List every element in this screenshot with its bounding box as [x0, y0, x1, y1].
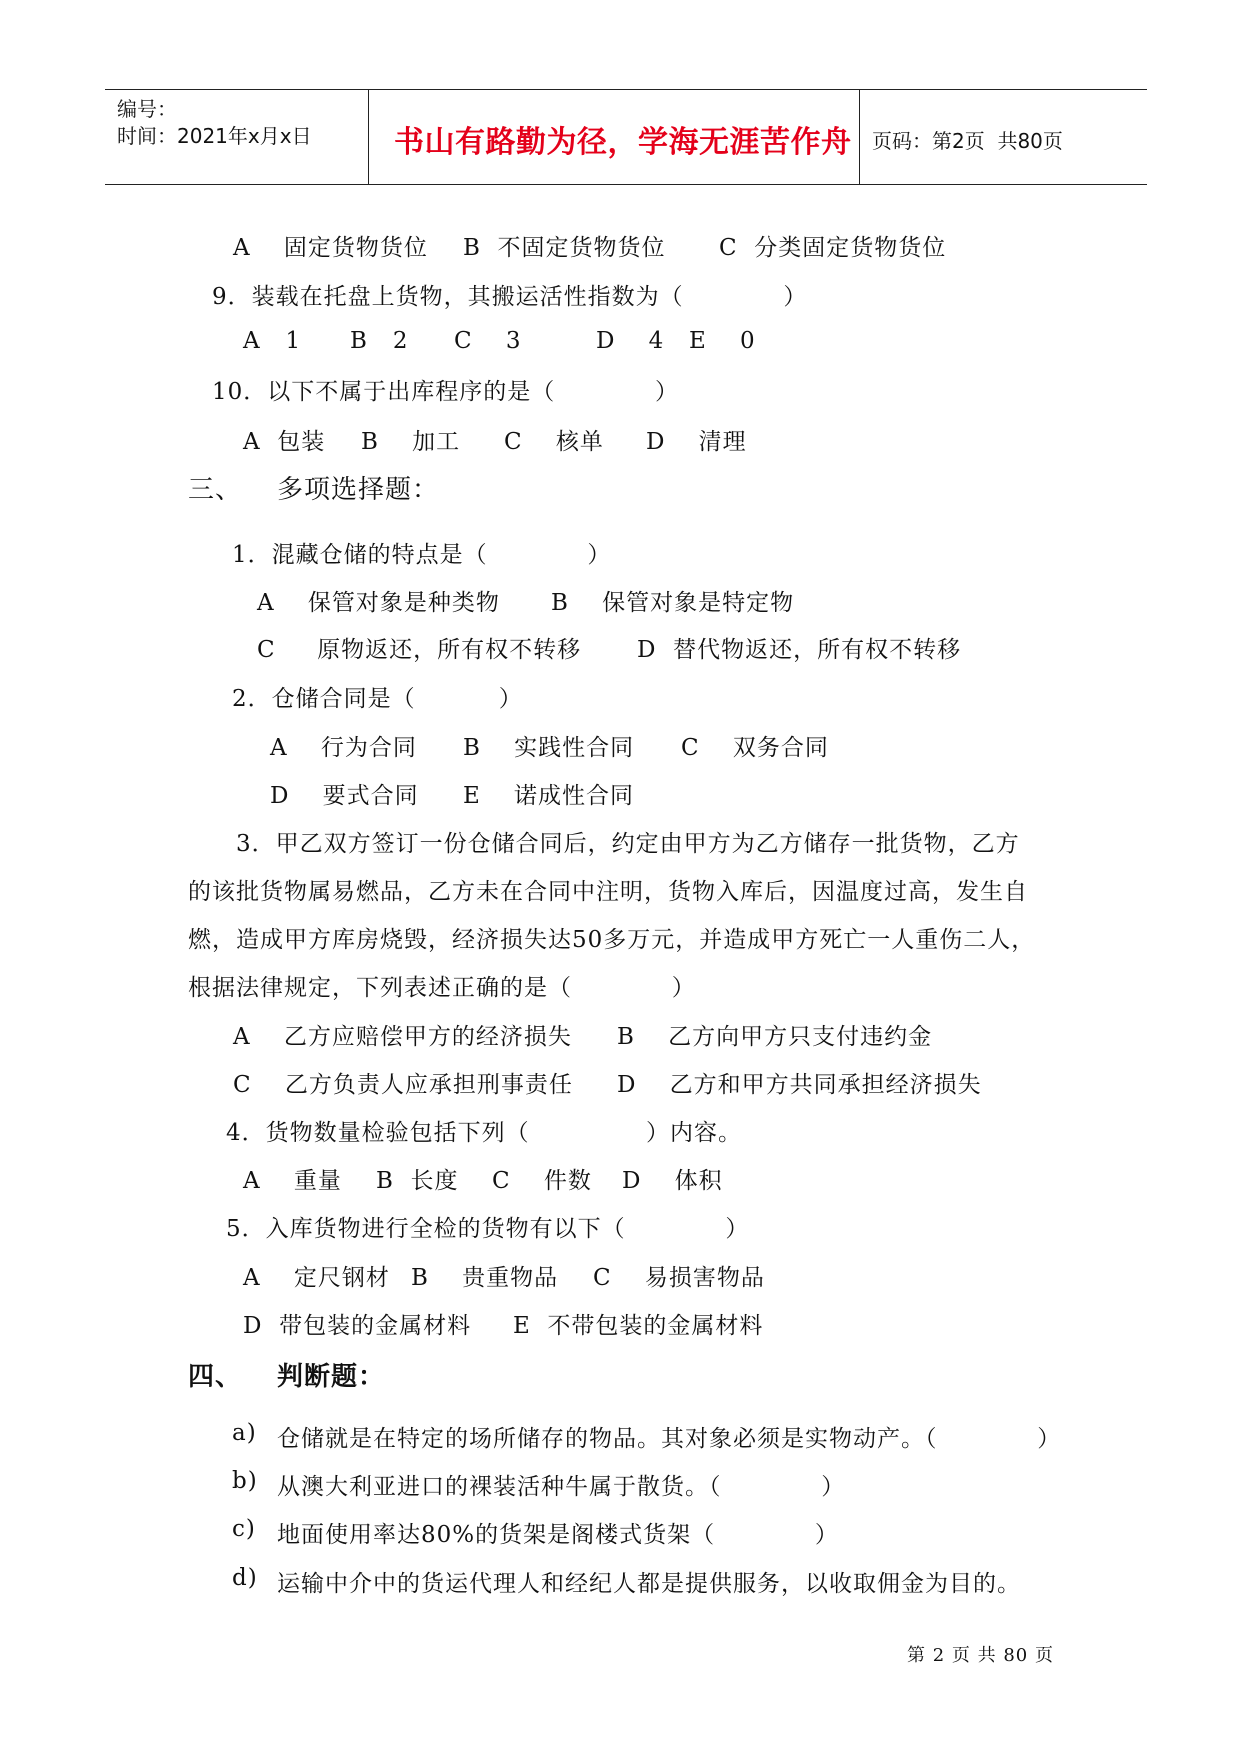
question-10-stem: 10．以下不属于出库程序的是（ ）	[212, 379, 679, 405]
section-3-number: 三、	[188, 475, 243, 505]
question-9-stem: 9．装载在托盘上货物，其搬运活性指数为（ ）	[212, 284, 808, 310]
question-10-option: A 包装	[243, 429, 326, 455]
header-page-label: 页码：第2页 共80页	[872, 129, 1063, 153]
question-9-option: C 3	[454, 328, 522, 354]
judgement-label: d)	[232, 1565, 258, 1591]
multi-question-3-line: 3．甲乙双方签订一份仓储合同后，约定由甲方为乙方储存一批货物，乙方	[236, 831, 1020, 857]
multi-question-2-option-e: E 诺成性合同	[463, 783, 635, 809]
multi-question-2-option-a: A 行为合同	[270, 735, 417, 761]
judgement-text: 地面使用率达80%的货架是阁楼式货架（ ）	[277, 1522, 839, 1548]
multi-question-4-option: A 重量	[243, 1168, 342, 1194]
judgement-label: b)	[232, 1468, 258, 1494]
multi-question-3-line: 根据法律规定，下列表述正确的是（ ）	[188, 975, 696, 1001]
carry-option-b: B 不固定货物货位	[463, 235, 666, 261]
header-time-label: 时间：2021年x月x日	[117, 124, 312, 148]
question-10-option: D 清理	[646, 429, 747, 455]
question-9-option: D 4	[596, 328, 665, 354]
multi-question-1-option-c: C 原物返还，所有权不转移	[257, 637, 582, 663]
carry-option-c: C 分类固定货物货位	[719, 235, 947, 261]
question-10-option: B 加工	[361, 429, 461, 455]
multi-question-3-option-c: C 乙方负责人应承担刑事责任	[233, 1072, 573, 1098]
multi-question-5-option-e: E 不带包装的金属材料	[513, 1313, 764, 1339]
multi-question-1-option-d: D 替代物返还，所有权不转移	[637, 637, 962, 663]
multi-question-2-option-c: C 双务合同	[681, 735, 829, 761]
judgement-label: a)	[232, 1420, 257, 1446]
judgement-label: c)	[232, 1516, 256, 1542]
question-9-option: B 2	[350, 328, 409, 354]
judgement-text: 运输中介中的货运代理人和经纪人都是提供服务，以收取佣金为目的。	[277, 1571, 1021, 1597]
multi-question-3-line: 的该批货物属易燃品，乙方未在合同中注明，货物入库后，因温度过高，发生自	[188, 879, 1028, 905]
multi-question-4-option: C 件数	[492, 1168, 592, 1194]
multi-question-3-option-b: B 乙方向甲方只支付违约金	[617, 1024, 933, 1050]
header-number-label: 编号：	[117, 97, 177, 121]
multi-question-2-option-b: B 实践性合同	[463, 735, 635, 761]
section-4-number: 四、	[188, 1362, 243, 1392]
multi-question-4-stem: 4．货物数量检验包括下列（ ）内容。	[226, 1120, 742, 1146]
section-4-title: 判断题：	[277, 1362, 386, 1392]
multi-question-2-option-d: D 要式合同	[270, 783, 419, 809]
multi-question-5-option-c: C 易损害物品	[593, 1265, 765, 1291]
multi-question-5-stem: 5．入库货物进行全检的货物有以下（ ）	[226, 1216, 750, 1242]
multi-question-5-option-d: D 带包装的金属材料	[243, 1313, 472, 1339]
multi-question-1-option-b: B 保管对象是特定物	[551, 590, 795, 616]
header-divider	[368, 90, 369, 184]
multi-question-4-option: B 长度	[376, 1168, 459, 1194]
multi-question-3-option-d: D 乙方和甲方共同承担经济损失	[617, 1072, 982, 1098]
multi-question-1-stem: 1．混藏仓储的特点是（ ）	[232, 542, 612, 568]
question-9-option: A 1	[243, 328, 302, 354]
multi-question-4-option: D 体积	[622, 1168, 723, 1194]
multi-question-3-line: 燃，造成甲方库房烧毁，经济损失达50多万元，并造成甲方死亡一人重伤二人，	[188, 927, 1036, 953]
judgement-text: 仓储就是在特定的场所储存的物品。其对象必须是实物动产。（ ）	[277, 1426, 1062, 1452]
multi-question-3-option-a: A 乙方应赔偿甲方的经济损失	[233, 1024, 572, 1050]
question-10-option: C 核单	[504, 429, 604, 455]
multi-question-5-option-b: B 贵重物品	[411, 1265, 559, 1291]
judgement-text: 从澳大利亚进口的裸装活种牛属于散货。（ ）	[277, 1474, 846, 1500]
header-divider	[859, 90, 860, 184]
header-motto: 书山有路勤为径，学海无涯苦作舟	[394, 125, 852, 160]
question-9-option: E 0	[689, 328, 756, 354]
multi-question-2-stem: 2．仓储合同是（ ）	[232, 686, 523, 712]
page-footer: 第 2 页 共 80 页	[907, 1645, 1054, 1666]
section-3-title: 多项选择题：	[277, 475, 440, 505]
multi-question-5-option-a: A 定尺钢材	[243, 1265, 390, 1291]
multi-question-1-option-a: A 保管对象是种类物	[257, 590, 500, 616]
carry-option-a: A 固定货物货位	[233, 235, 428, 261]
